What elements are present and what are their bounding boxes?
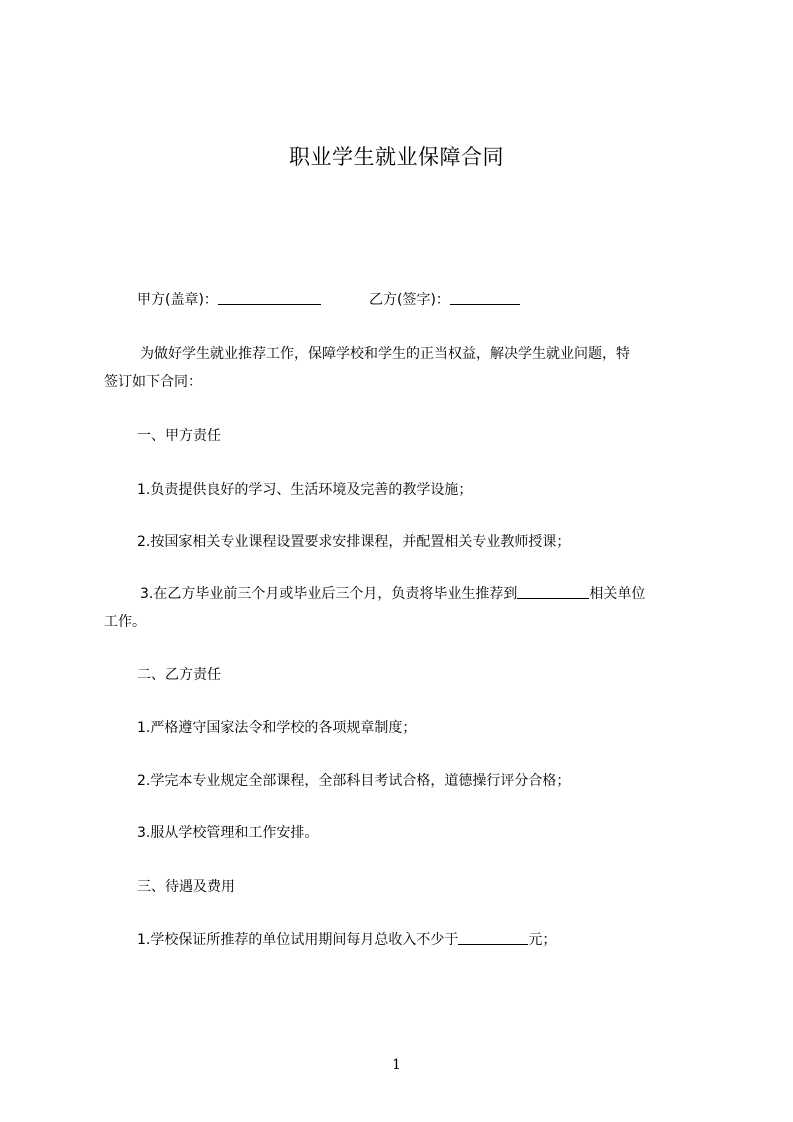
employer-blank[interactable] — [517, 584, 589, 599]
section-3-heading: 三、待遇及费用 — [137, 879, 235, 895]
document-title: 职业学生就业保障合同 — [289, 145, 504, 169]
section-2-item-1: 1.严格遵守国家法令和学校的各项规章制度； — [137, 720, 417, 736]
salary-blank[interactable] — [458, 930, 528, 945]
party-b-label: 乙方(签字)： — [369, 292, 450, 308]
section-1-item-3-text: 3.在乙方毕业前三个月或毕业后三个月，负责将毕业生推荐到 — [140, 586, 518, 602]
section-2-heading: 二、乙方责任 — [137, 667, 221, 683]
party-b-line — [369, 290, 520, 310]
section-1-item-2: 2.按国家相关专业课程设置要求安排课程，并配置相关专业教师授课； — [137, 534, 571, 550]
page-number: 1 — [392, 1057, 401, 1073]
section-1-item-3-continuation: 工作。 — [104, 614, 146, 630]
preamble-line-1: 为做好学生就业推荐工作，保障学校和学生的正当权益，解决学生就业问题，特 — [140, 346, 630, 362]
section-3-item-1 — [137, 930, 556, 950]
section-2-item-3: 3.服从学校管理和工作安排。 — [137, 825, 319, 841]
section-2-item-2: 2.学完本专业规定全部课程，全部科目考试合格，道德操行评分合格； — [137, 773, 571, 789]
party-a-label: 甲方(盖章)： — [137, 292, 218, 308]
party-a-line — [137, 290, 321, 310]
section-1-item-3 — [140, 584, 645, 604]
section-1-item-1: 1.负责提供良好的学习、生活环境及完善的教学设施； — [137, 482, 473, 498]
section-1-item-3-suffix: 相关单位 — [589, 586, 646, 602]
section-3-item-1-text: 1.学校保证所推荐的单位试用期间每月总收入不少于 — [137, 932, 459, 948]
section-3-item-1-suffix: 元； — [528, 932, 557, 948]
party-b-signature-blank[interactable] — [450, 290, 520, 305]
preamble-line-2: 签订如下合同： — [104, 374, 202, 390]
section-1-heading: 一、甲方责任 — [137, 428, 221, 444]
party-a-signature-blank[interactable] — [218, 290, 321, 305]
